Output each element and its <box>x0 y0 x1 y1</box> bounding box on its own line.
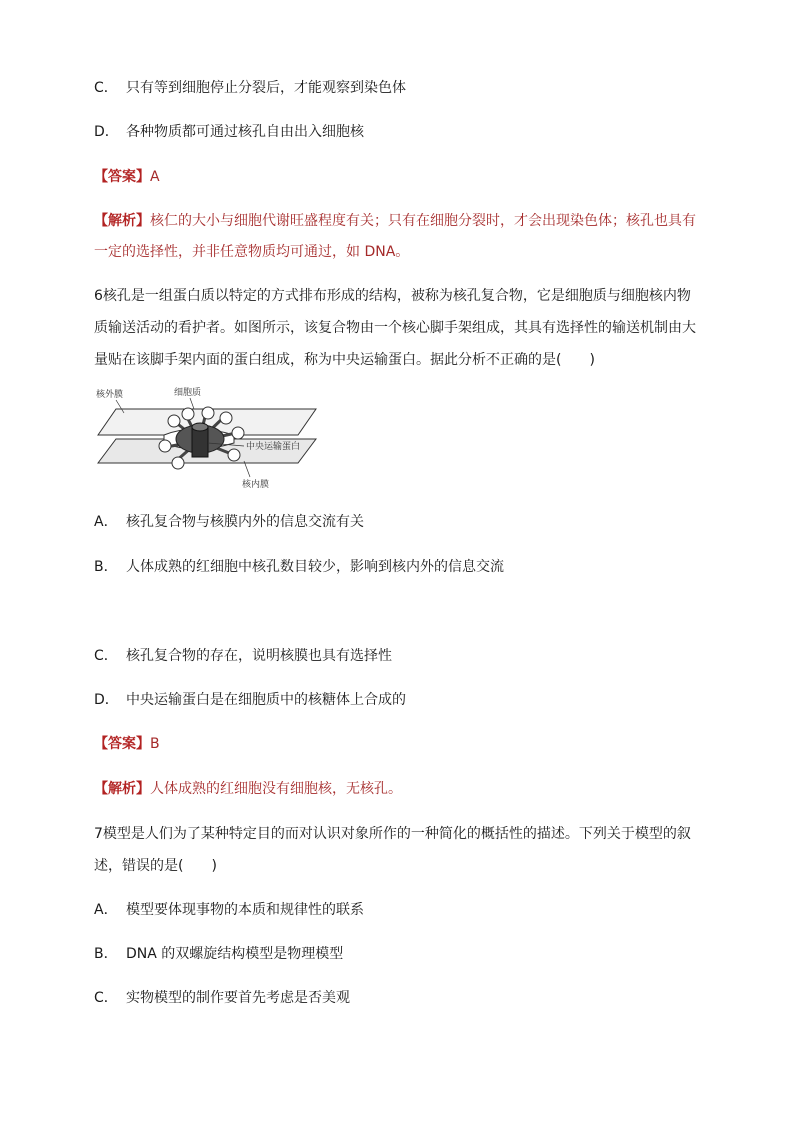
prev-analysis-line1: 【解析】核仁的大小与细胞代谢旺盛程度有关；只有在细胞分裂时，才会出现染色体；核孔也具有 <box>94 213 696 229</box>
prev-option-d: D． 各种物质都可通过核孔自由出入细胞核 <box>94 124 364 140</box>
prev-analysis-line2: 一定的选择性，并非任意物质均可通过，如 DNA。 <box>94 244 410 260</box>
q6-option-c: C． 核孔复合物的存在，说明核膜也具有选择性 <box>94 648 392 664</box>
prev-option-c: C． 只有等到细胞停止分裂后，才能观察到染色体 <box>94 80 406 96</box>
q7-option-b: B． DNA 的双螺旋结构模型是物理模型 <box>94 946 344 962</box>
q6-analysis: 【解析】人体成熟的红细胞没有细胞核，无核孔。 <box>94 781 402 797</box>
nuclear-pore-diagram <box>94 383 320 495</box>
q6-stem-line2: 质输送活动的看护者。如图所示，该复合物由一个核心脚手架组成，其具有选择性的输送机制由大 <box>94 320 696 336</box>
q7-stem-line1: 7模型是人们为了某种特定目的而对认识对象所作的一种简化的概括性的描述。下列关于模型的叙 <box>94 826 691 842</box>
q6-option-d: D． 中央运输蛋白是在细胞质中的核糖体上合成的 <box>94 692 406 708</box>
label-outer-membrane: 核外膜 <box>96 390 124 400</box>
q6-answer: 【答案】B <box>94 736 160 752</box>
q6-option-b: B． 人体成熟的红细胞中核孔数目较少，影响到核内外的信息交流 <box>94 559 504 575</box>
label-central-transport-protein: 中央运输蛋白 <box>246 442 301 452</box>
label-inner-membrane: 核内膜 <box>242 480 270 490</box>
label-cytoplasm: 细胞质 <box>174 388 202 398</box>
q7-option-c: C． 实物模型的制作要首先考虑是否美观 <box>94 990 350 1006</box>
q6-stem-line3: 量贴在该脚手架内面的蛋白组成，称为中央运输蛋白。据此分析不正确的是( ) <box>94 352 595 368</box>
prev-answer: 【答案】A <box>94 169 160 185</box>
q7-stem-line2: 述，错误的是( ) <box>94 858 217 874</box>
q7-option-a: A． 模型要体现事物的本质和规律性的联系 <box>94 902 364 918</box>
q6-stem-line1: 6核孔是一组蛋白质以特定的方式排布形成的结构，被称为核孔复合物，它是细胞质与细胞核内物 <box>94 288 691 304</box>
q6-option-a: A． 核孔复合物与核膜内外的信息交流有关 <box>94 514 364 530</box>
